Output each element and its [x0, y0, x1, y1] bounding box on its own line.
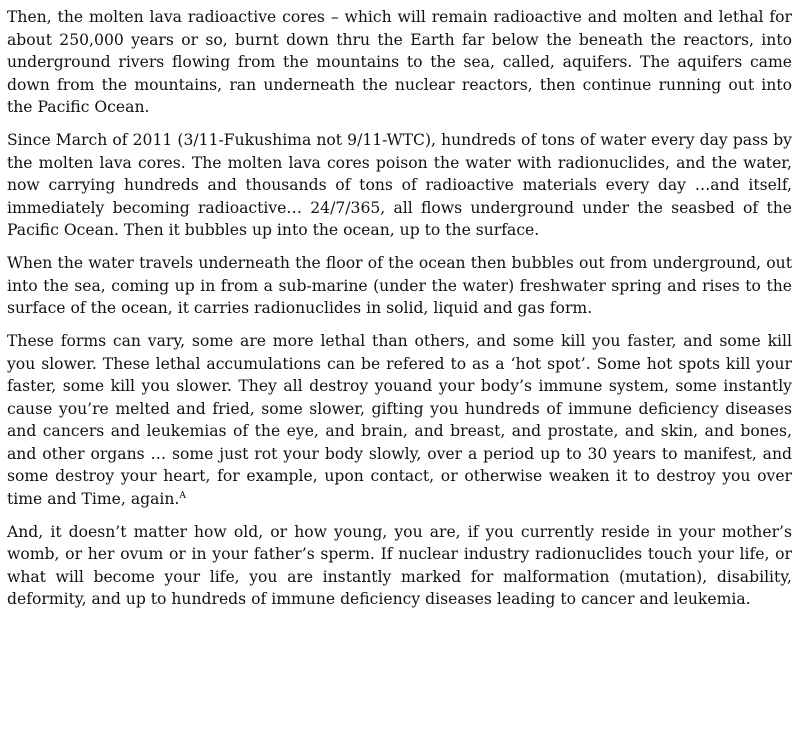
paragraph-water-flow: Since March of 2011 (3/11-Fukushima not 9/11-WTC), hundreds of tons of water every day pass by the molten lava cores. The molten lava cores poison the water with radionuclides, and the water, now carrying hundreds and thousands of tons of radioactive materials every day …and itself, immediately becoming radioactive… 24/7/365, all flows underground under the seasbed of the Pacific Ocean. Then it bubbles up into the ocean, up to the surface.: [7, 131, 792, 239]
paragraph-age: And, it doesn’t matter how old, or how young, you are, if you currently reside in your mother’s womb, or her ovum or in your father’s sperm. If nuclear industry radionuclides touch your life, or what will become your life, you are instantly marked for malformation (mutation), disability, deformity, and up to hundreds of immune deficiency diseases leading to cancer and leukemia.: [7, 522, 792, 608]
footnote-marker[interactable]: A: [179, 490, 186, 501]
paragraph-hot-spots: [7, 330, 792, 510]
paragraph-submarine-spring: When the water travels underneath the floor of the ocean then bubbles out from underground, out into the sea, coming up in from a sub-marine (under the water) freshwater spring and rises to the surface of the ocean, it carries radionuclides in solid, liquid and gas form.: [7, 254, 792, 317]
paragraph-hot-spots-text: These forms can vary, some are more lethal than others, and some kill you faster, and some kill you slower. These lethal accumulations can be refered to as a ‘hot spot’. Some hot spots kill your faster, some kill you slower. They all destroy youand your body’s immune system, some instantly cause you’re melted and fried, some slower, gifting you hundreds of immune deficiency diseases and cancers and leukemias of the eye, and brain, and breast, and prostate, and skin, and bones, and other organs … some just rot your body slowly, over a period up to 30 years to manifest, and some destroy your heart, for example, upon contact, or otherwise weaken it to destroy you over time and Time, again.: [7, 332, 792, 508]
paragraph-aquifers: Then, the molten lava radioactive cores – which will remain radioactive and molten and lethal for about 250,000 years or so, burnt down thru the Earth far below the beneath the reactors, into underground rivers flowing from the mountains to the sea, called, aquifers. The aquifers came down from the mountains, ran underneath the nuclear reactors, then continue running out into the Pacific Ocean.: [7, 8, 792, 116]
